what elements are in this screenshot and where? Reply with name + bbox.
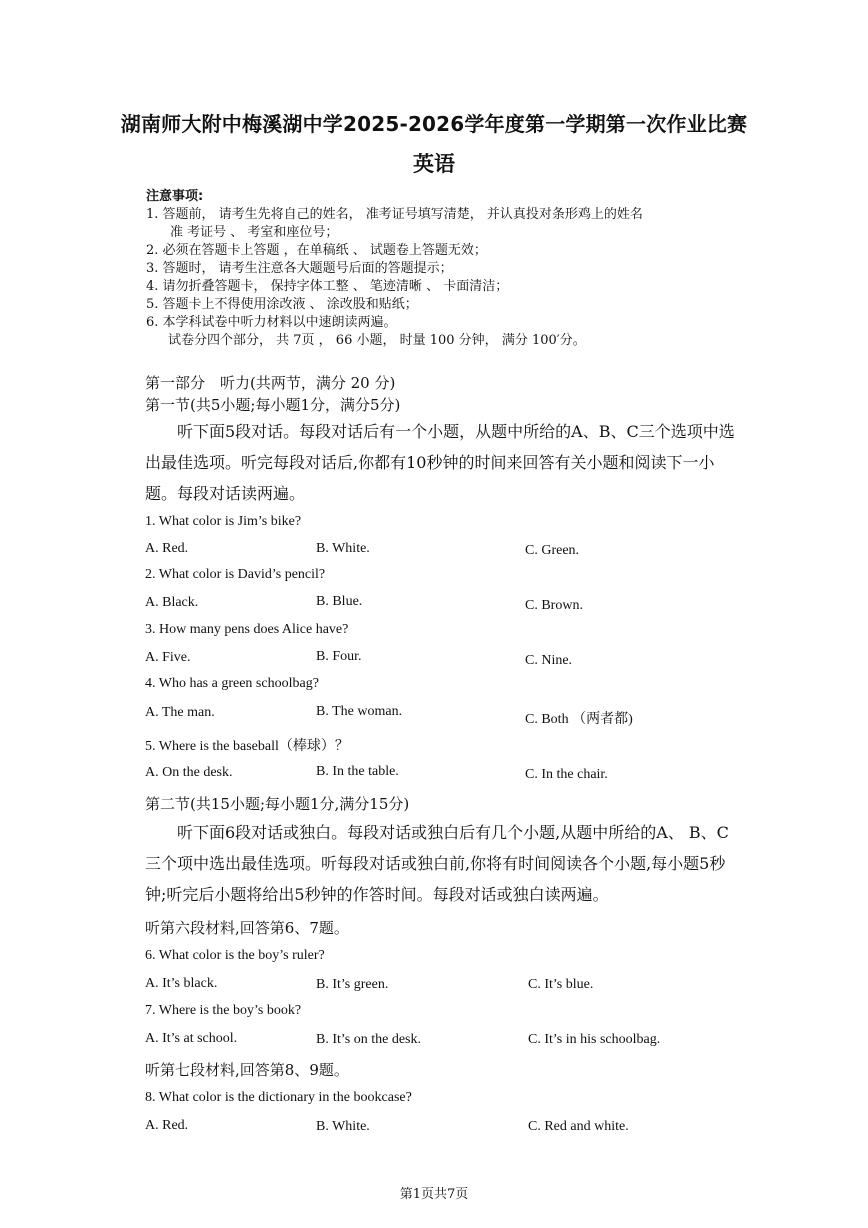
option-b: B. The woman. — [316, 704, 403, 719]
option-b: B. It’s on the desk. — [316, 1032, 421, 1047]
option-c: C. Brown. — [525, 598, 583, 613]
option-b: B. In the table. — [316, 764, 399, 779]
question-text: 5. Where is the baseball（棒球）？ — [145, 739, 349, 754]
option-a: A. On the desk. — [145, 765, 233, 780]
notice-item: 3. 答题时， 请考生注意各大题题号后面的答题提示； — [146, 261, 453, 276]
notice-item: 5. 答题卡上不得使用涂改液 、 涂改股和贴纸； — [146, 297, 418, 312]
option-b: B. White. — [316, 541, 370, 556]
option-a: A. The man. — [145, 705, 215, 720]
section-title: 第一节(共5小题;每小题1分，满分5分) — [145, 396, 401, 414]
option-b: B. It’s green. — [316, 977, 389, 992]
option-a: A. Black. — [145, 595, 199, 610]
notice-heading: 注意事项: — [146, 189, 204, 204]
option-c: C. It’s blue. — [528, 977, 594, 992]
section-instruction: 听下面5段对话。每段对话后有一个小题，从题中所给的A、B、C三个选项中选出最佳选项。听完每段对话后,你都有10秒钟的时间来回答有关小题和阅读下一小题。每段对话读两遍。 — [145, 422, 735, 503]
notice-item: 准 考证号 、 考室和座位号； — [170, 225, 339, 240]
option-c: C. Red and white. — [528, 1119, 629, 1134]
notice-item: 6. 本学科试卷中听力材料以中速朗读两遍。 — [146, 315, 397, 330]
option-a: A. It’s at school. — [145, 1031, 238, 1046]
subject-title: 英语 — [413, 152, 455, 176]
option-a: A. Red. — [145, 1118, 189, 1133]
option-c: C. Both （两者都) — [525, 712, 633, 727]
option-c: C. It’s in his schoolbag. — [528, 1032, 661, 1047]
option-c: C. Nine. — [525, 653, 573, 668]
section-instruction: 听下面6段对话或独白。每段对话或独白后有几个小题,从题中所给的A、 B、C 三个项中选出最佳选项。听每段对话或独白前,你将有时间阅读各个小题,每小题5秒钟;听完后小题将给出5秒钟的作答时间。每段对话或独白读两遍。 — [145, 823, 729, 904]
question-text: 6. What color is the boy’s ruler? — [145, 948, 325, 963]
group-instruction: 听第六段材料,回答第6、7题。 — [145, 919, 349, 937]
option-a: A. It’s black. — [145, 976, 218, 991]
option-a: A. Five. — [145, 650, 191, 665]
notice-item: 4. 请勿折叠答题卡， 保持字体工整 、 笔迹清晰 、 卡面清洁； — [146, 279, 509, 294]
option-c: C. Green. — [525, 543, 580, 558]
exam-title: 湖南师大附中梅溪湖中学2025-2026学年度第一学期第一次作业比赛 — [120, 112, 748, 136]
notice-item: 试卷分四个部分， 共 7页 ， 66 小题， 时量 100 分钟， 满分 100′分。 — [168, 333, 586, 348]
page-footer: 第1页共7页 — [399, 1187, 469, 1202]
group-instruction: 听第七段材料,回答第8、9题。 — [145, 1061, 349, 1079]
option-c: C. In the chair. — [525, 767, 608, 782]
option-b: B. Blue. — [316, 594, 363, 609]
notice-item: 1. 答题前， 请考生先将自己的姓名， 准考证号填写清楚， 并认真投对条形鸡上的姓名 — [146, 207, 643, 222]
option-b: B. White. — [316, 1119, 370, 1134]
part-title: 第一部分 听力(共两节，满分 20 分) — [145, 374, 396, 392]
option-a: A. Red. — [145, 541, 189, 556]
notice-item: 2. 必须在答题卡上答题 ，在单稿纸 、 试题卷上答题无效； — [146, 243, 487, 258]
question-text: 7. Where is the boy’s book? — [145, 1003, 302, 1018]
section-title: 第二节(共15小题;每小题1分,满分15分) — [145, 795, 410, 813]
question-text: 3. How many pens does Alice have? — [145, 622, 349, 637]
question-text: 8. What color is the dictionary in the bookcase? — [145, 1090, 412, 1105]
question-text: 2. What color is David’s pencil? — [145, 567, 326, 582]
notice-block — [146, 188, 766, 350]
option-b: B. Four. — [316, 649, 362, 664]
question-text: 1. What color is Jim’s bike? — [145, 514, 302, 529]
question-text: 4. Who has a green schoolbag? — [145, 676, 319, 691]
